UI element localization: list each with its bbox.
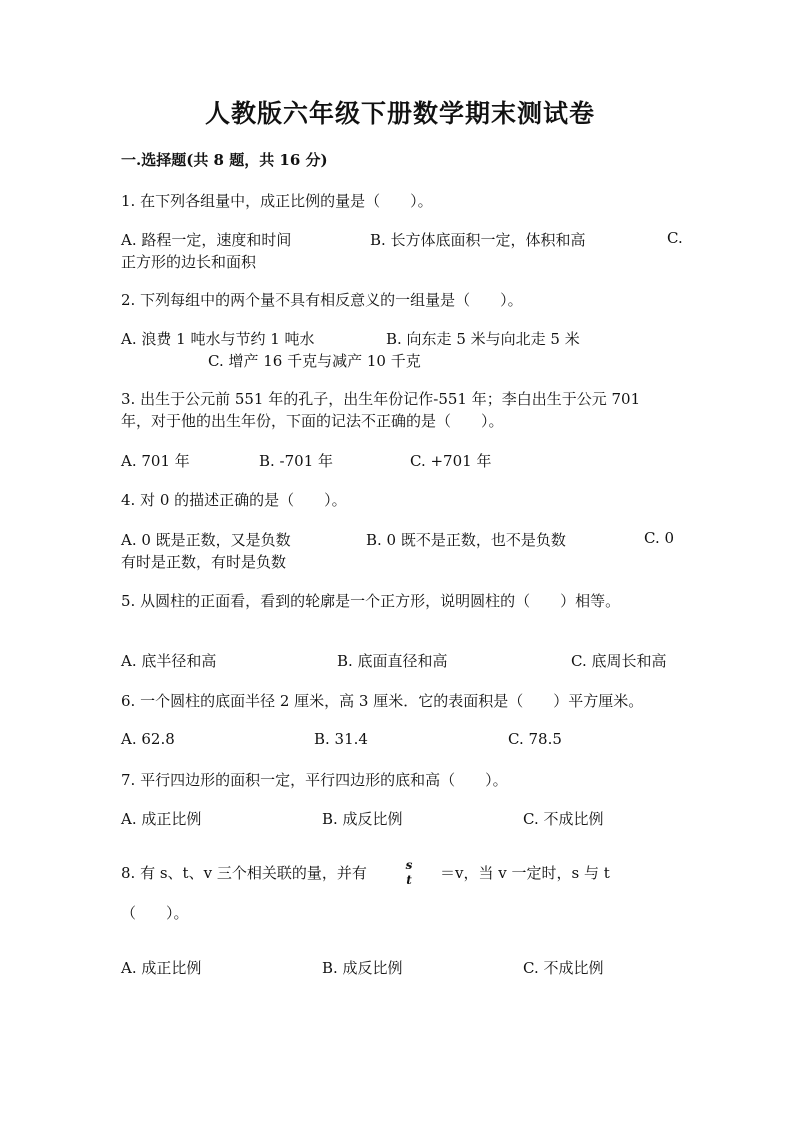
question-4-option-a: A. 0 既是正数，又是负数 [121,531,291,549]
section-heading: 一.选择题(共 8 题，共 16 分) [121,151,328,169]
question-5-option-b: B. 底面直径和高 [337,652,448,670]
fraction-s-over-t [400,858,418,888]
question-8-option-a: A. 成正比例 [121,959,202,977]
question-2-option-c: C. 增产 16 千克与减产 10 千克 [208,352,421,370]
question-1-option-c-continued: 正方形的边长和面积 [121,253,257,271]
question-7-option-a: A. 成正比例 [121,810,202,828]
question-8-option-c: C. 不成比例 [523,959,604,977]
question-1-option-c: C. [667,229,683,247]
question-6-text: 6. 一个圆柱的底面半径 2 厘米，高 3 厘米．它的表面积是（ ）平方厘米。 [121,692,644,710]
question-1-option-b: B. 长方体底面积一定，体积和高 [370,231,586,249]
question-7-option-b: B. 成反比例 [322,810,403,828]
question-2-option-a: A. 浪费 1 吨水与节约 1 吨水 [121,330,315,348]
question-2-option-b: B. 向东走 5 米与向北走 5 米 [386,330,580,348]
question-4-option-c-continued: 有时是正数，有时是负数 [121,553,287,571]
question-6-option-a: A. 62.8 [121,730,175,748]
question-4-text: 4. 对 0 的描述正确的是（ ）。 [121,491,347,509]
question-3-option-a: A. 701 年 [121,452,190,470]
question-7-text: 7. 平行四边形的面积一定，平行四边形的底和高（ ）。 [121,771,508,789]
fraction-numerator: s [405,858,413,872]
question-8-text-line-2: （ ）。 [121,904,189,922]
page-title: 人教版六年级下册数学期末测试卷 [204,99,595,128]
question-8-option-b: B. 成反比例 [322,959,403,977]
question-1-option-a: A. 路程一定，速度和时间 [121,231,292,249]
question-3-option-b: B. -701 年 [259,452,334,470]
question-1-text: 1. 在下列各组量中，成正比例的量是（ ）。 [121,192,433,210]
question-6-option-c: C. 78.5 [508,730,562,748]
question-8-text-part-2: ＝v，当 v 一定时，s 与 t [440,864,610,882]
question-5-option-a: A. 底半径和高 [121,652,217,670]
question-4-option-b: B. 0 既不是正数，也不是负数 [366,531,566,549]
question-3-option-c: C. +701 年 [410,452,492,470]
question-6-option-b: B. 31.4 [314,730,368,748]
question-4-option-c: C. 0 [644,529,675,547]
question-5-text: 5. 从圆柱的正面看，看到的轮廓是一个正方形，说明圆柱的（ ）相等。 [121,592,621,610]
question-2-text: 2. 下列每组中的两个量不具有相反意义的一组量是（ ）。 [121,291,523,309]
question-3-text-line-1: 3. 出生于公元前 551 年的孔子，出生年份记作-551 年；李白出生于公元 701 [121,390,641,408]
question-8-text-part-1: 8. 有 s、t、v 三个相关联的量，并有 [121,864,367,882]
fraction-denominator: t [406,873,412,887]
question-7-option-c: C. 不成比例 [523,810,604,828]
question-3-text-line-2: 年，对于他的出生年份，下面的记法不正确的是（ ）。 [121,412,504,430]
question-5-option-c: C. 底周长和高 [571,652,667,670]
